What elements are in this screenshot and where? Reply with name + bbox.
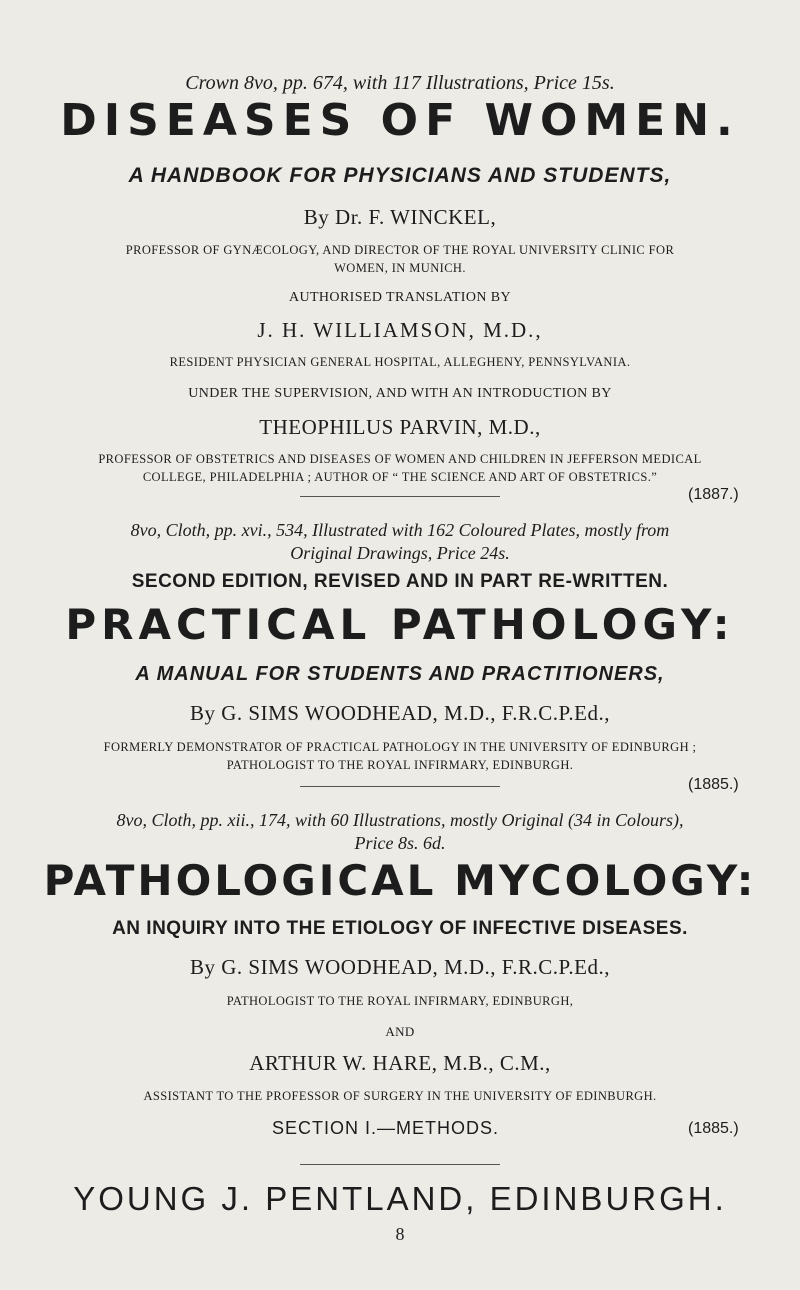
book3-coauthor: ARTHUR W. HARE, M.B., C.M., xyxy=(249,1051,551,1075)
book1-supervisor: THEOPHILUS PARVIN, M.D., xyxy=(259,415,541,439)
book1-supervisor-desc-2: COLLEGE, PHILADELPHIA ; AUTHOR OF “ THE SCIENCE AND ART OF OBSTETRICS.” xyxy=(142,470,658,484)
book1-supervisor-desc-1: PROFESSOR OF OBSTETRICS AND DISEASES OF WOMEN AND CHILDREN IN JEFFERSON MEDICAL xyxy=(98,452,702,466)
book3-coauthor-desc: ASSISTANT TO THE PROFESSOR OF SURGERY IN THE UNIVERSITY OF EDINBURGH. xyxy=(143,1089,657,1103)
book3-subtitle: AN INQUIRY INTO THE ETIOLOGY OF INFECTIVE DISEASES. xyxy=(112,918,688,939)
publisher: YOUNG J. PENTLAND, EDINBURGH. xyxy=(73,1180,727,1217)
book2-divider xyxy=(300,786,500,787)
book3-year: (1885.) xyxy=(688,1120,739,1137)
book2-title: PRACTICAL PATHOLOGY: xyxy=(65,600,735,649)
book3-and: AND xyxy=(385,1024,415,1039)
book3-title: PATHOLOGICAL MYCOLOGY: xyxy=(43,856,757,905)
book1-divider xyxy=(300,496,500,497)
book3-author: By G. SIMS WOODHEAD, M.D., F.R.C.P.Ed., xyxy=(190,955,610,979)
book1-title: DISEASES OF WOMEN. xyxy=(60,95,740,146)
book2-author-desc-2: PATHOLOGIST TO THE ROYAL INFIRMARY, EDINBURGH. xyxy=(226,758,574,772)
book2-author: By G. SIMS WOODHEAD, M.D., F.R.C.P.Ed., xyxy=(190,701,610,725)
book1-details: Crown 8vo, pp. 674, with 117 Illustrations, Price 15s. xyxy=(185,72,615,94)
book1-translator: J. H. WILLIAMSON, M.D., xyxy=(257,318,543,342)
book3-details-1: 8vo, Cloth, pp. xii., 174, with 60 Illustrations, mostly Original (34 in Colours), xyxy=(116,810,684,830)
book2-year: (1885.) xyxy=(688,776,739,793)
book2-author-desc-1: FORMERLY DEMONSTRATOR OF PRACTICAL PATHOLOGY IN THE UNIVERSITY OF EDINBURGH ; xyxy=(103,740,697,754)
book3-divider xyxy=(300,1164,500,1165)
book2-edition: SECOND EDITION, REVISED AND IN PART RE-WRITTEN. xyxy=(131,571,669,592)
book1-author-desc-2: WOMEN, IN MUNICH. xyxy=(334,261,466,275)
page-number: 8 xyxy=(395,1224,405,1244)
book1-translator-desc: RESIDENT PHYSICIAN GENERAL HOSPITAL, ALLEGHENY, PENNSYLVANIA. xyxy=(169,355,631,369)
book3-section: SECTION I.—METHODS. xyxy=(272,1118,500,1138)
book1-author: By Dr. F. WINCKEL, xyxy=(303,205,497,229)
book1-supervision-label: UNDER THE SUPERVISION, AND WITH AN INTRODUCTION BY xyxy=(188,386,612,401)
book2-details-2: Original Drawings, Price 24s. xyxy=(290,543,510,563)
book1-translation-label: AUTHORISED TRANSLATION BY xyxy=(288,290,512,305)
book1-subtitle: A HANDBOOK FOR PHYSICIANS AND STUDENTS, xyxy=(128,164,672,187)
book1-year: (1887.) xyxy=(688,486,739,503)
book2-subtitle: A MANUAL FOR STUDENTS AND PRACTITIONERS, xyxy=(135,663,665,685)
book1-author-desc-1: PROFESSOR OF GYNÆCOLOGY, AND DIRECTOR OF THE ROYAL UNIVERSITY CLINIC FOR xyxy=(125,243,675,257)
book3-details-2: Price 8s. 6d. xyxy=(354,833,446,853)
book2-details-1: 8vo, Cloth, pp. xvi., 534, Illustrated with 162 Coloured Plates, mostly from xyxy=(130,520,670,540)
book3-author-desc: PATHOLOGIST TO THE ROYAL INFIRMARY, EDINBURGH, xyxy=(226,994,574,1008)
